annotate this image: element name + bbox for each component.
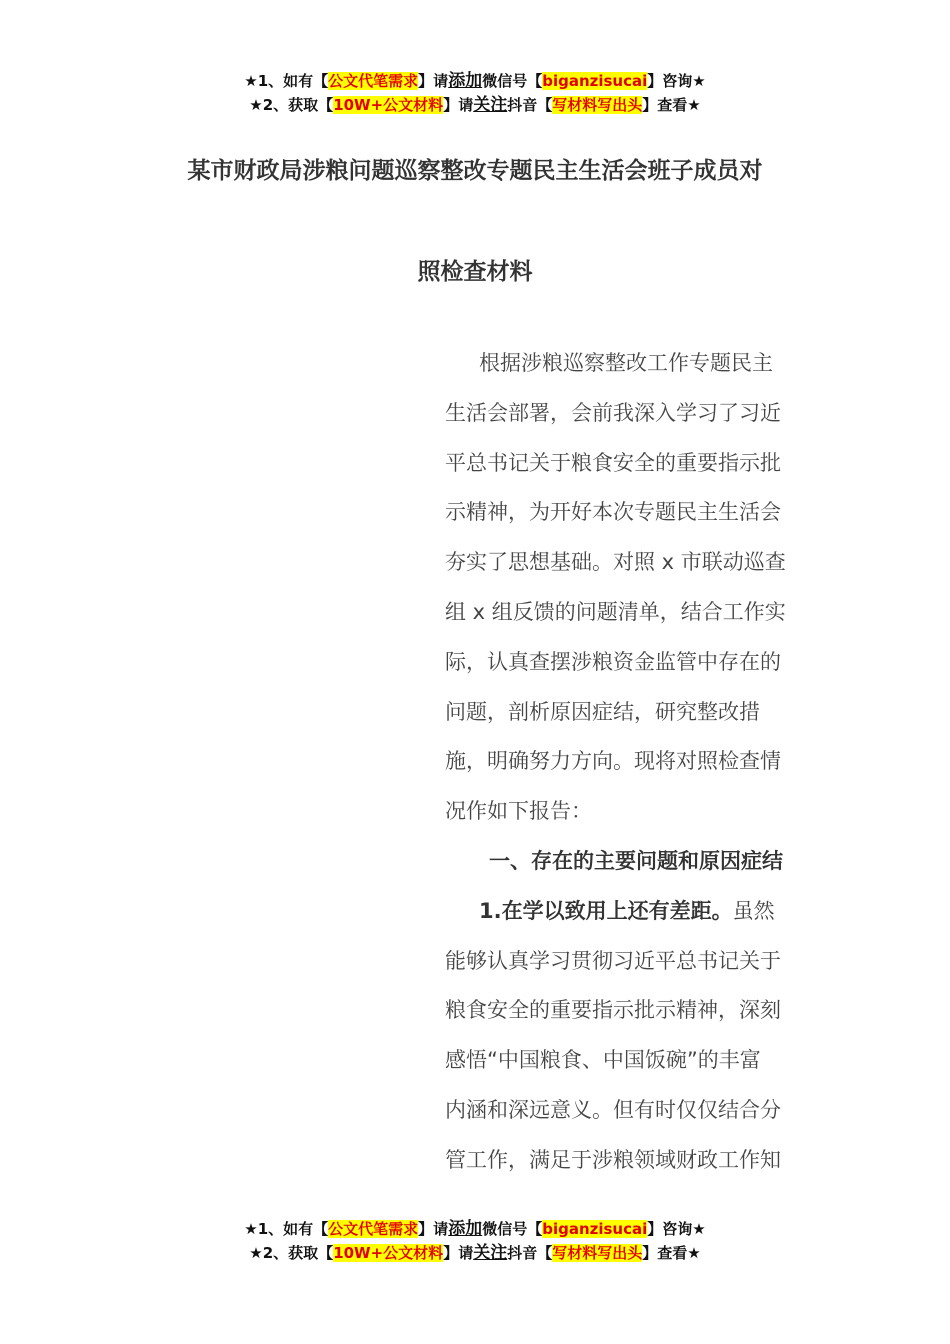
promo-text: ★1、如有【 xyxy=(244,72,329,90)
promo-text: 】查看★ xyxy=(642,96,701,114)
body-line: 根据涉粮巡察整改工作专题民主 xyxy=(479,351,773,375)
promo-text: 微信号【 xyxy=(482,72,543,90)
body-line: 平总书记关于粮食安全的重要指示批 xyxy=(445,450,781,475)
promo-text: 】请 xyxy=(418,72,449,90)
document-title-line-2: 照检查材料 xyxy=(417,259,533,285)
body-line: 际，认真查摆涉粮资金监管中存在的 xyxy=(445,649,781,674)
point-1-text: 虽然 xyxy=(732,898,775,923)
promo-highlight: biganzisucai xyxy=(542,72,648,90)
body-line: 管工作，满足于涉粮领域财政工作知 xyxy=(445,1147,781,1172)
promo-highlight: 公文代笔需求 xyxy=(328,72,419,90)
body-line: 生活会部署，会前我深入学习了习近 xyxy=(445,400,781,425)
body-line: 况作如下报告： xyxy=(445,799,592,824)
promo-text: ★1、如有【 xyxy=(244,1220,329,1238)
top-promo-banner xyxy=(0,69,950,117)
promo-line-1 xyxy=(0,69,950,93)
promo-line-2 xyxy=(0,93,950,117)
promo-emphasis: 添加 xyxy=(448,71,483,91)
promo-text: ★2、获取【 xyxy=(249,1244,334,1262)
promo-highlight: 写材料写出头 xyxy=(552,96,643,114)
promo-text: 微信号【 xyxy=(482,1220,543,1238)
promo-highlight: 写材料写出头 xyxy=(552,1244,643,1262)
promo-text: 】请 xyxy=(443,1244,474,1262)
body-line: 施，明确努力方向。现将对照检查情 xyxy=(445,749,781,774)
promo-text: ★2、获取【 xyxy=(249,96,334,114)
body-line: 能够认真学习贯彻习近平总书记关于 xyxy=(445,948,781,973)
promo-text: 抖音【 xyxy=(507,1244,553,1262)
body-line: 粮食安全的重要指示批示精神，深刻 xyxy=(445,998,781,1023)
promo-line-1 xyxy=(0,1217,950,1241)
body-line: 示精神，为开好本次专题民主生活会 xyxy=(445,500,781,525)
promo-highlight: 10W+公文材料 xyxy=(333,96,444,114)
bottom-promo-banner xyxy=(0,1217,950,1265)
promo-highlight: biganzisucai xyxy=(542,1220,648,1238)
point-1-first-line xyxy=(445,887,807,937)
body-line: 夯实了思想基础。对照 x 市联动巡查 xyxy=(445,550,786,575)
section-heading: 一、存在的主要问题和原因症结 xyxy=(489,848,783,873)
promo-text: 】咨询★ xyxy=(647,72,706,90)
point-1-heading: 1.在学以致用上还有差距。 xyxy=(479,898,733,923)
body-line: 问题，剖析原因症结，研究整改措 xyxy=(445,699,760,724)
document-body xyxy=(445,339,807,1186)
promo-text: 】请 xyxy=(418,1220,449,1238)
promo-text: 】请 xyxy=(443,96,474,114)
promo-emphasis: 关注 xyxy=(473,95,508,115)
body-line: 组 x 组反馈的问题清单，结合工作实 xyxy=(445,599,786,624)
body-line: 内涵和深远意义。但有时仅仅结合分 xyxy=(445,1097,781,1122)
body-line: 感悟“中国粮食、中国饭碗”的丰富 xyxy=(445,1048,761,1073)
promo-line-2 xyxy=(0,1241,950,1265)
promo-text: 】咨询★ xyxy=(647,1220,706,1238)
promo-emphasis: 添加 xyxy=(448,1219,483,1239)
promo-highlight: 10W+公文材料 xyxy=(333,1244,444,1262)
document-title-line-1: 某市财政局涉粮问题巡察整改专题民主生活会班子成员对 xyxy=(187,158,763,184)
promo-text: 抖音【 xyxy=(507,96,553,114)
promo-emphasis: 关注 xyxy=(473,1243,508,1263)
promo-text: 】查看★ xyxy=(642,1244,701,1262)
promo-highlight: 公文代笔需求 xyxy=(328,1220,419,1238)
